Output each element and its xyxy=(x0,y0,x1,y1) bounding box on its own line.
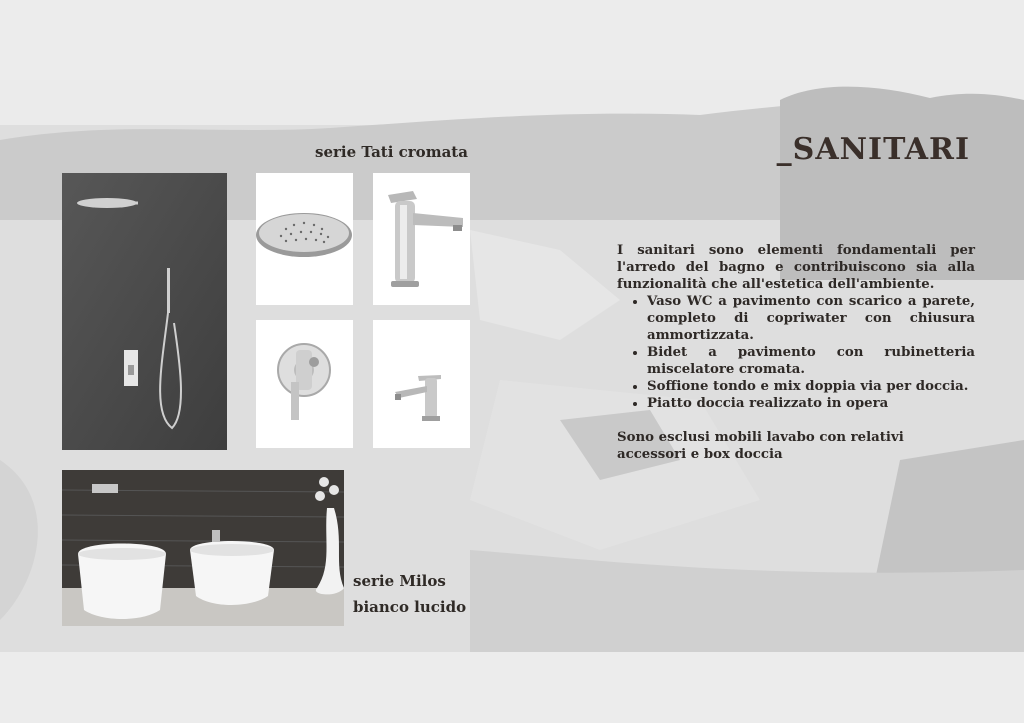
shower-head-image xyxy=(256,173,353,305)
shower-mixer-image xyxy=(256,320,353,448)
list-item: • Soffione tondo e mix doppia via per doccia. xyxy=(647,378,975,395)
caption-serie-milos xyxy=(353,568,466,620)
feature-list xyxy=(617,293,975,412)
caption-milos-line1: serie Milos xyxy=(353,572,446,590)
description-block xyxy=(617,242,975,463)
bidet-faucet-image xyxy=(373,320,470,448)
description-intro: I sanitari sono elementi fondamentali per l'arredo del bagno e contribuiscono sia alla funzionalità che all'estetica dell'ambiente. xyxy=(617,243,975,292)
list-item: • Piatto doccia realizzato in opera xyxy=(647,395,975,412)
list-item: • Vaso WC a pavimento con scarico a parete, completo di copriwater con chiusura ammortizzata. xyxy=(647,293,975,344)
slide xyxy=(0,80,1024,652)
toilet-bidet-image xyxy=(62,470,344,626)
shower-wall-image xyxy=(62,173,227,450)
exclusion-note: Sono esclusi mobili lavabo con relativi accessori e box doccia xyxy=(617,430,904,462)
caption-serie-tati: serie Tati cromata xyxy=(315,143,468,161)
basin-faucet-image xyxy=(373,173,470,305)
caption-milos-line2: bianco lucido xyxy=(353,598,467,616)
page-title: _SANITARI xyxy=(776,132,970,167)
list-item: • Bidet a pavimento con rubinetteria miscelatore cromata. xyxy=(647,344,975,378)
